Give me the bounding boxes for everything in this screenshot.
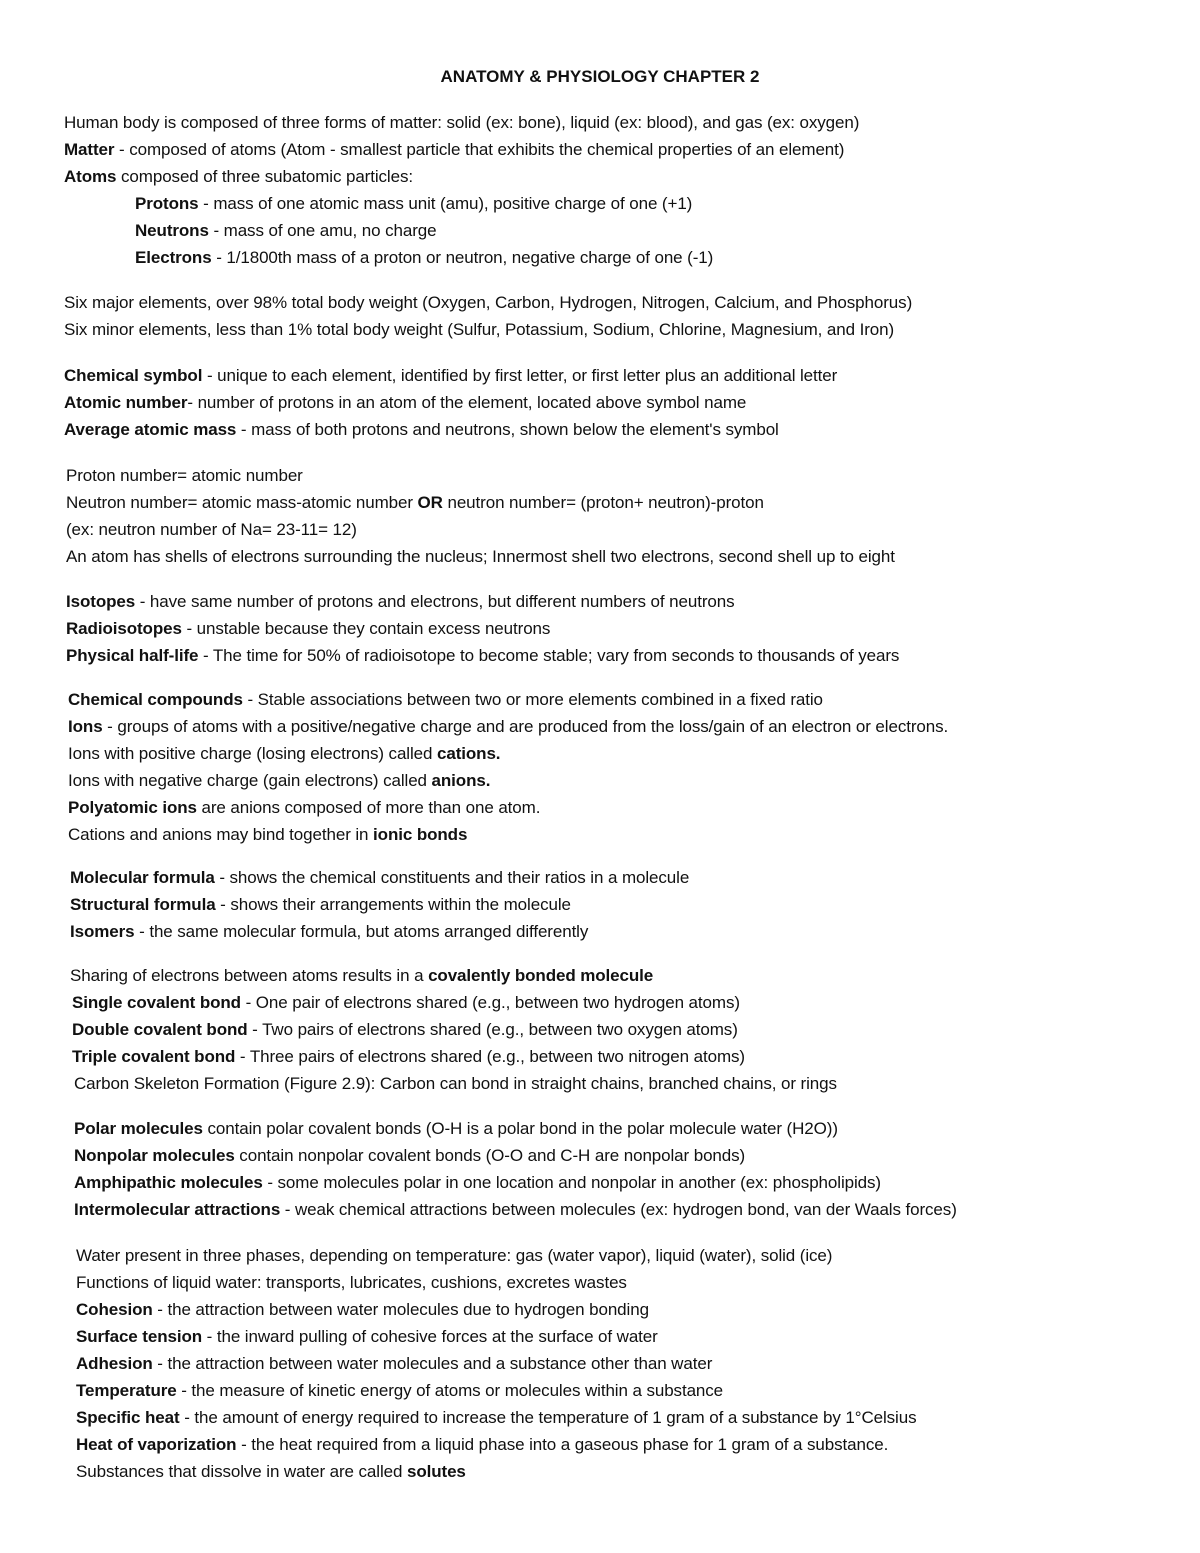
term: Heat of vaporization [76,1435,237,1454]
text-line [64,292,912,314]
text-line [64,139,844,161]
line-text: - unstable because they contain excess neutrons [181,619,551,638]
text-line [135,193,692,215]
line-text: contain nonpolar covalent bonds (O-O and C-H are nonpolar bonds) [234,1146,746,1165]
text-line [64,112,859,134]
term: Radioisotopes [66,619,182,638]
text-line [74,1145,745,1167]
term: OR [417,493,443,512]
term: Adhesion [76,1354,153,1373]
text-line [76,1272,627,1294]
term: Polar molecules [74,1119,203,1138]
term: Single covalent bond [72,993,241,1012]
line-text: Functions of liquid water: transports, lubricates, cushions, excretes wastes [76,1273,627,1292]
line-text: - the attraction between water molecules due to hydrogen bonding [152,1300,649,1319]
text-line [66,618,550,640]
line-text: - the same molecular formula, but atoms arranged differently [134,922,589,941]
term: Molecular formula [70,868,215,887]
text-line [66,645,899,667]
text-line [64,166,413,188]
text-line [70,894,571,916]
line-text: Proton number= atomic number [66,466,303,485]
term: Temperature [76,1381,177,1400]
line-text: Carbon Skeleton Formation (Figure 2.9): Carbon can bond in straight chains, branched chains, or rings [74,1074,837,1093]
text-line [68,716,948,738]
term: Isotopes [66,592,136,611]
text-line [66,519,357,541]
term: Structural formula [70,895,216,914]
line-text: - Two pairs of electrons shared (e.g., between two oxygen atoms) [247,1020,738,1039]
text-line [76,1326,658,1348]
term: Chemical compounds [68,690,243,709]
term: Polyatomic ions [68,798,197,817]
text-line [64,392,746,414]
line-text: - mass of one atomic mass unit (amu), positive charge of one (+1) [198,194,693,213]
text-line [72,992,740,1014]
line-text: Substances that dissolve in water are called [76,1462,407,1481]
page-title: ANATOMY & PHYSIOLOGY CHAPTER 2 [440,67,760,86]
text-line [66,465,303,487]
line-text: - One pair of electrons shared (e.g., between two hydrogen atoms) [240,993,740,1012]
line-text: - mass of both protons and neutrons, shown below the element's symbol [236,420,779,439]
line-text: An atom has shells of electrons surrounding the nucleus; Innermost shell two electrons, second shell up to eight [66,547,895,566]
term: covalently bonded molecule [428,966,654,985]
line-text: - the inward pulling of cohesive forces at the surface of water [202,1327,658,1346]
line-text: Human body is composed of three forms of matter: solid (ex: bone), liquid (ex: blood), and gas (ex: oxygen) [64,113,860,132]
line-text: - some molecules polar in one location and nonpolar in another (ex: phospholipids) [262,1173,881,1192]
term: ionic bonds [373,825,468,844]
term: anions. [431,771,491,790]
line-text: composed of three subatomic particles: [116,167,413,186]
text-line [64,319,894,341]
line-text: contain polar covalent bonds (O-H is a polar bond in the polar molecule water (H2O)) [202,1119,838,1138]
line-text: - the attraction between water molecules and a substance other than water [152,1354,713,1373]
term: solutes [406,1462,466,1481]
line-text: - number of protons in an atom of the element, located above symbol name [187,393,747,412]
term: Specific heat [76,1408,180,1427]
text-line [68,743,500,765]
text-line [66,492,764,514]
term: Physical half-life [66,646,199,665]
text-line [135,247,713,269]
text-line [72,1046,745,1068]
line-text: Sharing of electrons between atoms results in a [70,966,429,985]
text-line [135,220,437,242]
line-text: Ions with negative charge (gain electrons) called [68,771,432,790]
term: Double covalent bond [72,1020,248,1039]
text-line [76,1299,649,1321]
term: Triple covalent bond [72,1047,236,1066]
text-line [66,546,895,568]
text-line [74,1118,838,1140]
text-line [64,365,837,387]
line-text: Water present in three phases, depending on temperature: gas (water vapor), liquid (water), solid (ice) [76,1246,833,1265]
term: Electrons [135,248,212,267]
text-line [64,419,779,441]
text-line [74,1172,881,1194]
text-line [76,1353,712,1375]
term: Neutrons [135,221,209,240]
line-text: - Three pairs of electrons shared (e.g., between two nitrogen atoms) [235,1047,745,1066]
term: Nonpolar molecules [74,1146,235,1165]
text-line [68,797,540,819]
line-text: neutron number= (proton+ neutron)-proton [442,493,764,512]
line-text: - The time for 50% of radioisotope to become stable; vary from seconds to thousands of years [198,646,900,665]
text-line [76,1380,723,1402]
term: Cohesion [76,1300,153,1319]
term: Average atomic mass [64,420,237,439]
text-line [70,921,588,943]
text-line [74,1073,837,1095]
text-line [74,1199,957,1221]
line-text: Six major elements, over 98% total body weight (Oxygen, Carbon, Hydrogen, Nitrogen, Calcium, and Phosphorus) [64,293,913,312]
line-text: - Stable associations between two or more elements combined in a fixed ratio [242,690,823,709]
text-line [68,689,823,711]
text-line [76,1434,888,1456]
line-text: - shows their arrangements within the molecule [215,895,571,914]
text-line [76,1245,832,1267]
line-text: - mass of one amu, no charge [208,221,437,240]
term: Ions [68,717,103,736]
text-line [70,965,653,987]
line-text: - the heat required from a liquid phase into a gaseous phase for 1 gram of a substance. [236,1435,889,1454]
text-line [76,1407,916,1429]
line-text: Cations and anions may bind together in [68,825,374,844]
line-text: Six minor elements, less than 1% total body weight (Sulfur, Potassium, Sodium, Chlorine, Magnesium, and Iron) [64,320,895,339]
line-text: Neutron number= atomic mass-atomic number [66,493,418,512]
line-text: - groups of atoms with a positive/negative charge and are produced from the loss/gain of an electron or electrons. [102,717,949,736]
text-line [72,1019,738,1041]
term: Atomic number [64,393,188,412]
term: Matter [64,140,115,159]
line-text: - composed of atoms (Atom - smallest particle that exhibits the chemical properties of an element) [114,140,845,159]
term: Isomers [70,922,135,941]
line-text: - have same number of protons and electrons, but different numbers of neutrons [135,592,735,611]
text-line [66,591,735,613]
text-line [68,770,490,792]
line-text: - shows the chemical constituents and their ratios in a molecule [214,868,690,887]
term: Chemical symbol [64,366,203,385]
line-text: - 1/1800th mass of a proton or neutron, negative charge of one (-1) [211,248,714,267]
text-line [70,867,689,889]
line-text: are anions composed of more than one atom. [196,798,541,817]
term: Atoms [64,167,117,186]
term: Intermolecular attractions [74,1200,281,1219]
line-text: - the measure of kinetic energy of atoms or molecules within a substance [176,1381,724,1400]
term: cations. [436,744,501,763]
text-line [68,824,467,846]
line-text: - weak chemical attractions between molecules (ex: hydrogen bond, van der Waals forces) [280,1200,957,1219]
line-text: - unique to each element, identified by first letter, or first letter plus an additional letter [202,366,838,385]
line-text: Ions with positive charge (losing electrons) called [68,744,437,763]
text-line [76,1461,466,1483]
line-text: (ex: neutron number of Na= 23-11= 12) [66,520,357,539]
line-text: - the amount of energy required to increase the temperature of 1 gram of a substance by 1°Celsius [179,1408,917,1427]
term: Protons [135,194,199,213]
term: Amphipathic molecules [74,1173,263,1192]
term: Surface tension [76,1327,203,1346]
